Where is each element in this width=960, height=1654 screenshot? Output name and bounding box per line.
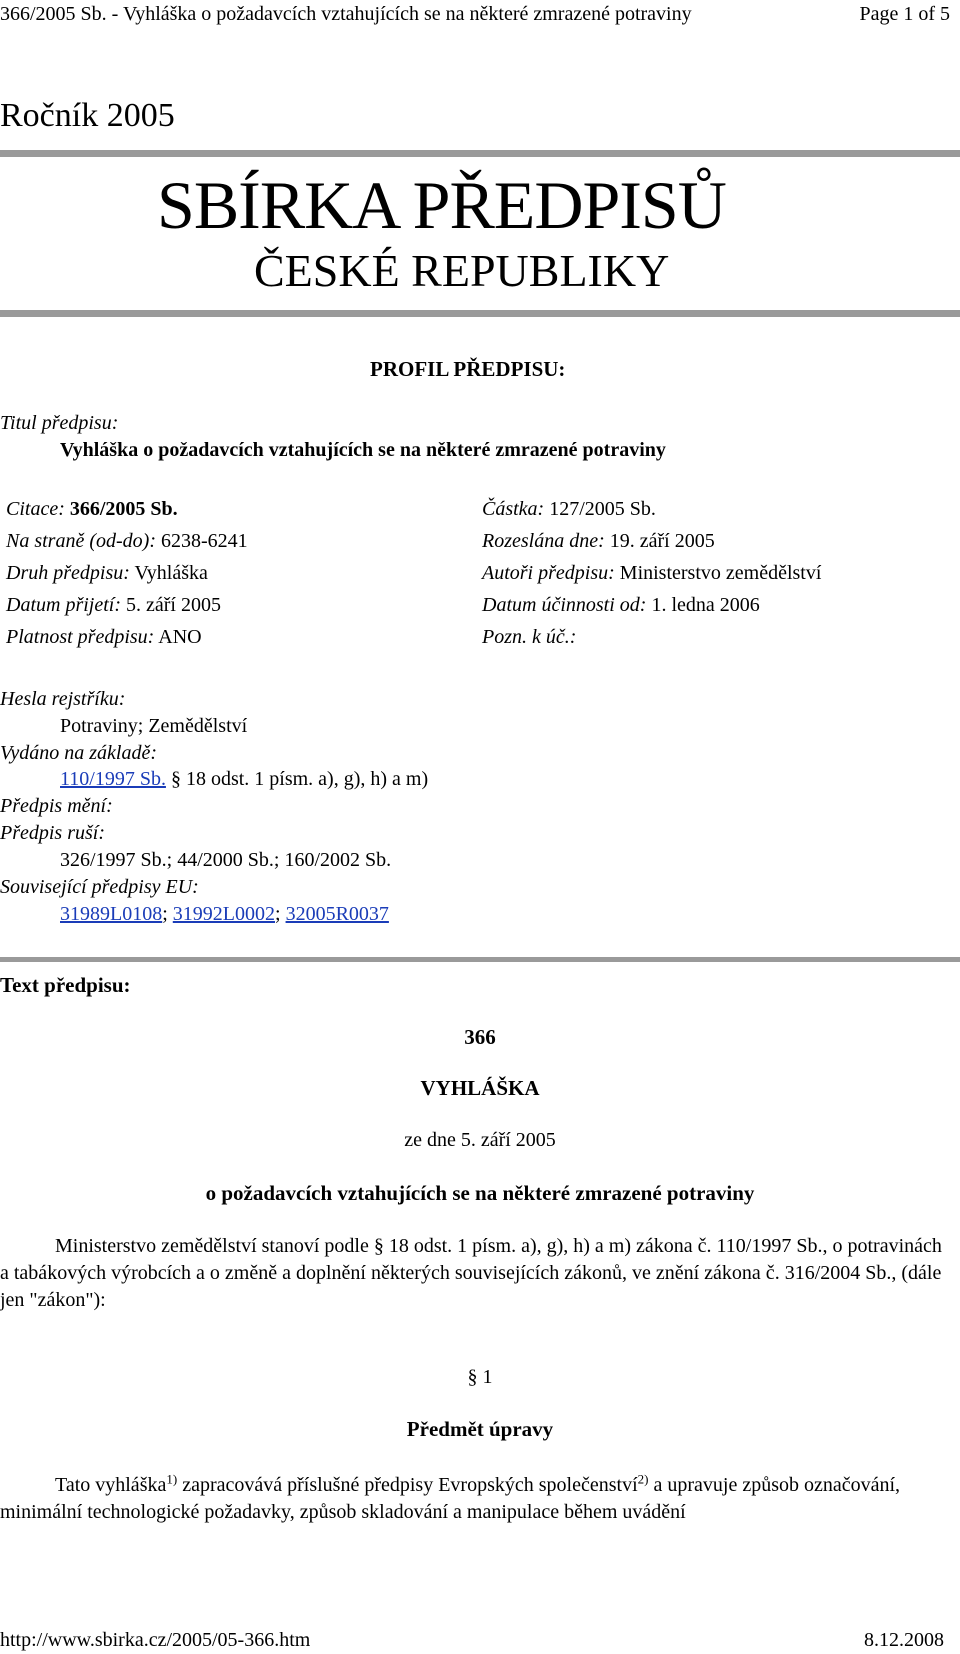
meta-platnost: Platnost předpisu: ANO xyxy=(6,626,202,648)
rusi-label: Předpis ruší: xyxy=(0,822,105,844)
meta-pozn: Pozn. k úč.: xyxy=(482,626,577,648)
meta-castka: Částka: 127/2005 Sb. xyxy=(482,498,656,520)
eu-link-2[interactable]: 31992L0002 xyxy=(172,903,275,925)
vydano-value: 110/1997 Sb. § 18 odst. 1 písm. a), g), h) a m) xyxy=(60,768,429,790)
meta-citace: Citace: 366/2005 Sb. xyxy=(6,498,178,520)
regulation-kind: VYHLÁŠKA xyxy=(420,1076,540,1100)
vydano-label: Vydáno na základě: xyxy=(0,742,158,764)
meta-ucinnost: Datum účinnosti od: 1. ledna 2006 xyxy=(482,594,760,616)
text-label: Text předpisu: xyxy=(0,973,131,997)
regulation-date: ze dne 5. září 2005 xyxy=(404,1129,556,1151)
meta-strana: Na straně (od-do): 6238-6241 xyxy=(6,530,248,552)
vydano-link[interactable]: 110/1997 Sb. xyxy=(60,768,166,790)
footer-date: 8.12.2008 xyxy=(864,1629,944,1651)
meta-autori: Autoři předpisu: Ministerstvo zemědělství xyxy=(482,562,822,584)
text-rule xyxy=(0,957,960,962)
eu-links: 31989L0108; 31992L0002; 32005R0037 xyxy=(60,903,389,925)
regulation-number: 366 xyxy=(464,1025,496,1049)
meta-druh: Druh předpisu: Vyhláška xyxy=(6,562,208,584)
page-number: Page 1 of 5 xyxy=(859,3,950,25)
eu-label: Související předpisy EU: xyxy=(0,876,199,898)
meni-label: Předpis mění: xyxy=(0,795,113,817)
meta-datum-prijeti: Datum přijetí: 5. září 2005 xyxy=(6,594,221,616)
masthead-subtitle: ČESKÉ REPUBLIKY xyxy=(254,245,670,296)
section-title: Předmět úpravy xyxy=(406,1417,554,1441)
intro-paragraph: Ministerstvo zemědělství stanoví podle § 18 odst. 1 písm. a), g), h) a m) zákona č. 110/1997 Sb., o potravinách a tabákových výrobcích a o změně a doplnění některých souvisejících zákonů, ve znění zákona č. 316/2004 Sb., (dále jen "zákon"): xyxy=(0,1235,942,1311)
footnote-ref-1[interactable]: 1) xyxy=(166,1471,178,1487)
paragraph-1: Tato vyhláška$^{1)}$ zapracovává příslušné předpisy Evropských společenství$^{2)}$ a upravuje způsob označování, minimální technologické požadavky, způsob skladování a manipulace během uvádění xyxy=(0,1471,901,1523)
section-number: § 1 xyxy=(467,1366,493,1388)
meta-rozeslana: Rozeslána dne: 19. září 2005 xyxy=(482,530,715,552)
hesla-label: Hesla rejstříku: xyxy=(0,688,126,710)
title-label: Titul předpisu: xyxy=(0,412,119,434)
footnote-ref-2[interactable]: 2) xyxy=(637,1471,649,1487)
masthead-bottom-rule xyxy=(0,310,960,317)
rusi-value: 326/1997 Sb.; 44/2000 Sb.; 160/2002 Sb. xyxy=(60,849,392,871)
eu-link-1[interactable]: 31989L0108 xyxy=(60,903,163,925)
masthead-title: SBÍRKA PŘEDPISŮ xyxy=(157,167,726,243)
page-header-title: 366/2005 Sb. - Vyhláška o požadavcích vztahujících se na některé zmrazené potraviny xyxy=(0,3,692,25)
hesla-value: Potraviny; Zemědělství xyxy=(60,715,248,737)
title-value: Vyhláška o požadavcích vztahujících se na některé zmrazené potraviny xyxy=(60,439,666,461)
profile-heading: PROFIL PŘEDPISU: xyxy=(370,357,566,381)
footer-url: http://www.sbirka.cz/2005/05-366.htm xyxy=(0,1629,311,1651)
volume-year: Ročník 2005 xyxy=(0,97,175,134)
regulation-subject: o požadavcích vztahujících se na některé zmrazené potraviny xyxy=(205,1181,755,1205)
masthead-top-rule xyxy=(0,150,960,157)
eu-link-3[interactable]: 32005R0037 xyxy=(285,903,389,925)
